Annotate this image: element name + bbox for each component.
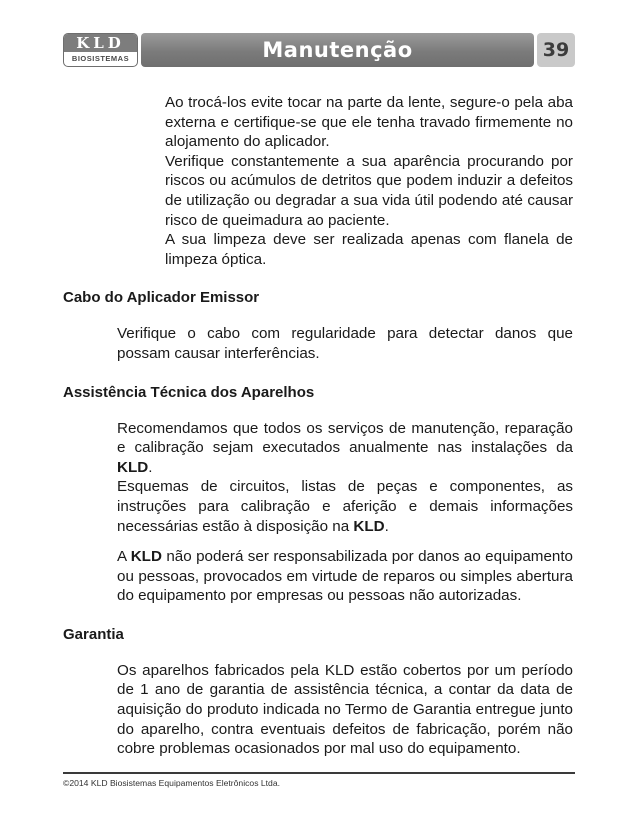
page-header xyxy=(63,33,575,67)
assistencia-paragraph-schematics: Esquemas de circuitos, listas de peças e componentes, as instruções para calibração e aferição e demais informações necessárias estão à disposição na KLD. xyxy=(117,478,573,535)
page-number-box xyxy=(537,33,575,67)
footer-copyright: ©2014 KLD Biosistemas Equipamentos Eletrônicos Ltda. xyxy=(63,778,280,788)
heading-cabo: Cabo do Aplicador Emissor xyxy=(63,289,260,307)
intro-paragraph-lens: Ao trocá-los evite tocar na parte da lente, segure-o pela aba externa e certifique-se que ele tenha travado firmemente no alojamento do aplicador. xyxy=(165,94,573,151)
assistencia-paragraph-recommend: Recomendamos que todos os serviços de manutenção, reparação e calibração sejam executados anualmente nas instalações da KLD. xyxy=(117,419,573,476)
brand-kld: KLD xyxy=(130,548,162,566)
footer-divider xyxy=(63,772,575,774)
page-content xyxy=(0,93,638,759)
intro-paragraph-inspection: Verifique constantemente a sua aparência procurando por riscos ou acúmulos de detritos que podem induzir a defeitos de utilização ou degradar a sua vida útil podendo até causar risco de queimadura ao paciente. xyxy=(165,152,573,229)
brand-kld: KLD xyxy=(353,517,385,535)
logo-wordmark: KLD xyxy=(64,34,137,52)
heading-assistencia: Assistência Técnica dos Aparelhos xyxy=(63,383,315,401)
section-title-bar xyxy=(141,33,534,67)
cabo-paragraph: Verifique o cabo com regularidade para detectar danos que possam causar interferências. xyxy=(117,325,573,362)
garantia-paragraph: Os aparelhos fabricados pela KLD estão cobertos por um período de 1 ano de garantia de assistência técnica, a contar da data de aquisição do produto indicada no Termo de Garantia entregue junto do aparelho, contra eventuais defeitos de fabricação, porém não cobre problemas ocasionados por mal uso do equipamento. xyxy=(117,661,573,758)
section-title: Manutenção xyxy=(262,38,413,62)
brand-kld: KLD xyxy=(117,458,149,476)
page-number: 39 xyxy=(542,39,570,61)
intro-paragraph-cleaning: A sua limpeza deve ser realizada apenas com flanela de limpeza óptica. xyxy=(165,231,573,268)
assistencia-paragraph-liability: A KLD não poderá ser responsabilizada por danos ao equipamento ou pessoas, provocados em virtude de reparos ou simples abertura do equipamento por empresas ou pessoas não autorizadas. xyxy=(117,548,573,605)
kld-logo xyxy=(63,33,138,67)
logo-subtitle: BIOSISTEMAS xyxy=(71,54,130,63)
heading-garantia: Garantia xyxy=(63,625,124,643)
